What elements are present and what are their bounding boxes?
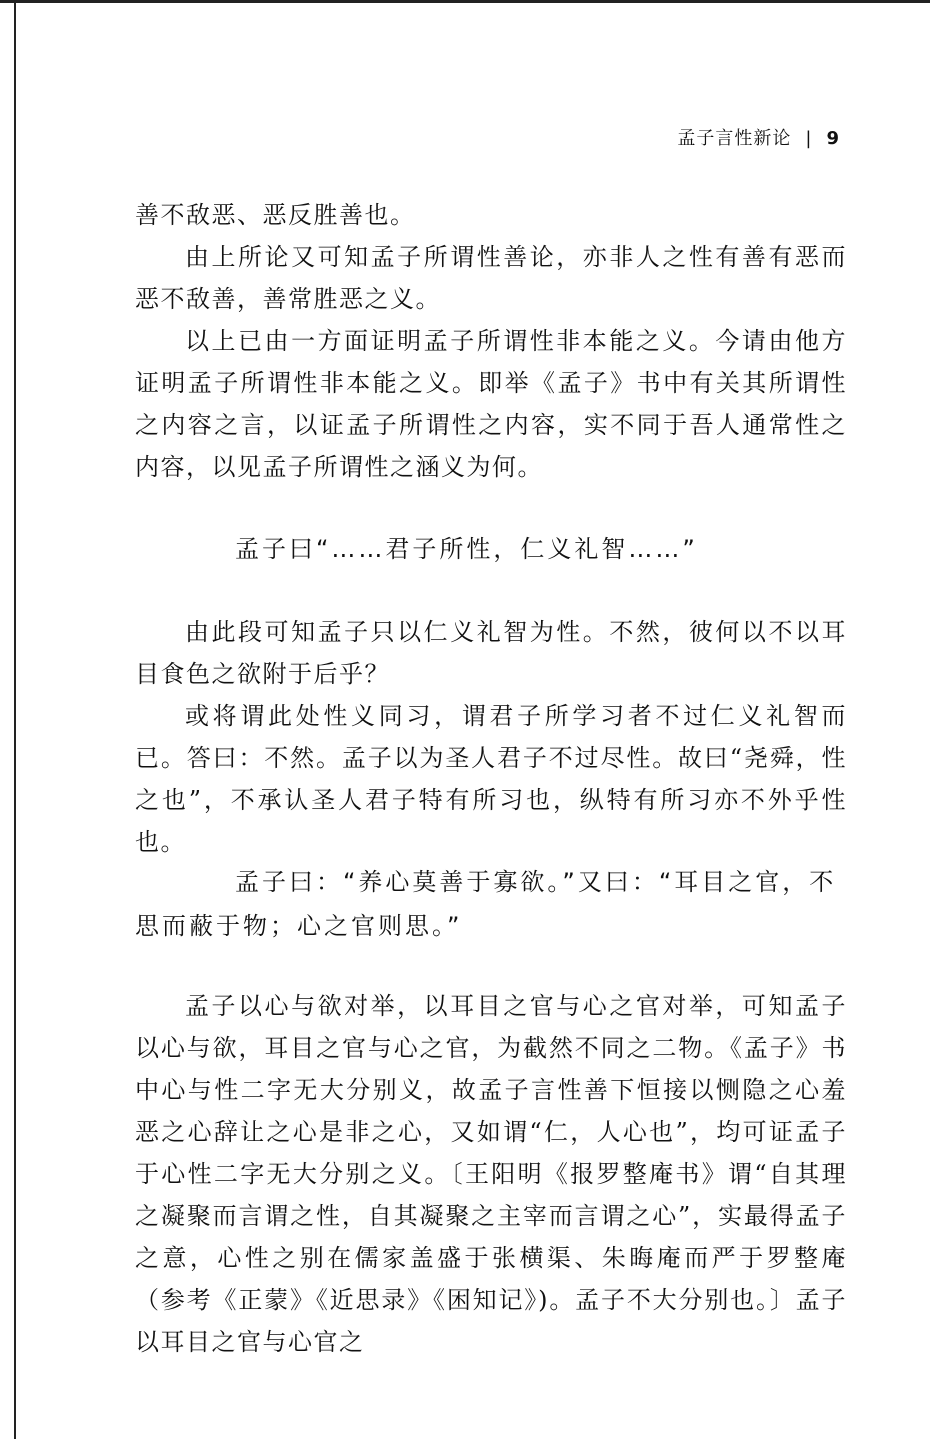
paragraph: 或将谓此处性义同习，谓君子所学习者不过仁义礼智而已。答曰：不然。孟子以为圣人君子不过尽性。故曰“尧舜，性之也”，不承认圣人君子特有所习也，纵特有所习亦不外乎性也。 [135,702,847,856]
paragraph: 孟子以心与欲对举，以耳目之官与心之官对举，可知孟子以心与欲，耳目之官与心之官，为截然不同之二物。《孟子》书中心与性二字无大分别义，故孟子言性善下恒接以恻隐之心羞恶之心辞让之心是非之心，又如谓“仁，人心也”，均可证孟子于心性二字无大分别之义。〔王阳明《报罗整庵书》谓“自其理之凝聚而言谓之性，自其凝聚之主宰而言谓之心”，实最得孟子之意，心性之别在儒家盖盛于张横渠、朱晦庵而严于罗整庵（参考《正蒙》《近思录》《困知记》)。孟子不大分别也。〕孟子以耳目之官与心官之 [135,992,847,1356]
page-top-edge [0,0,930,3]
paragraph: 以上已由一方面证明孟子所谓性非本能之义。今请由他方证明孟子所谓性非本能之义。即举《孟子》书中有关其所谓性之内容之言，以证孟子所谓性之内容，实不同于吾人通常性之内容，以见孟子所谓性之涵义为何。 [135,327,847,481]
text-block-3 [135,985,847,1363]
running-header [677,124,840,150]
paragraph: 善不敌恶、恶反胜善也。 [135,201,416,229]
paragraph: 由上所论又可知孟子所谓性善论，亦非人之性有善有恶而恶不敌善，善常胜恶之义。 [135,243,847,313]
page-binding-edge [0,0,16,1439]
quotation: 孟子曰：“养心莫善于寡欲。”又曰：“耳目之官，不思而蔽于物；心之官则思。” [135,868,837,940]
book-title: 孟子言性新论 [677,128,792,149]
paragraph: 由此段可知孟子只以仁义礼智为性。不然，彼何以不以耳目食色之欲附于后乎？ [135,618,847,688]
page-number: 9 [826,128,840,149]
header-separator: | [805,128,813,149]
quotation: 孟子曰“……君子所性，仁义礼智……” [235,535,698,563]
quote-block-1 [135,527,847,571]
quote-block-2 [135,860,847,948]
text-block-2 [135,611,847,863]
text-block-1 [135,194,847,488]
